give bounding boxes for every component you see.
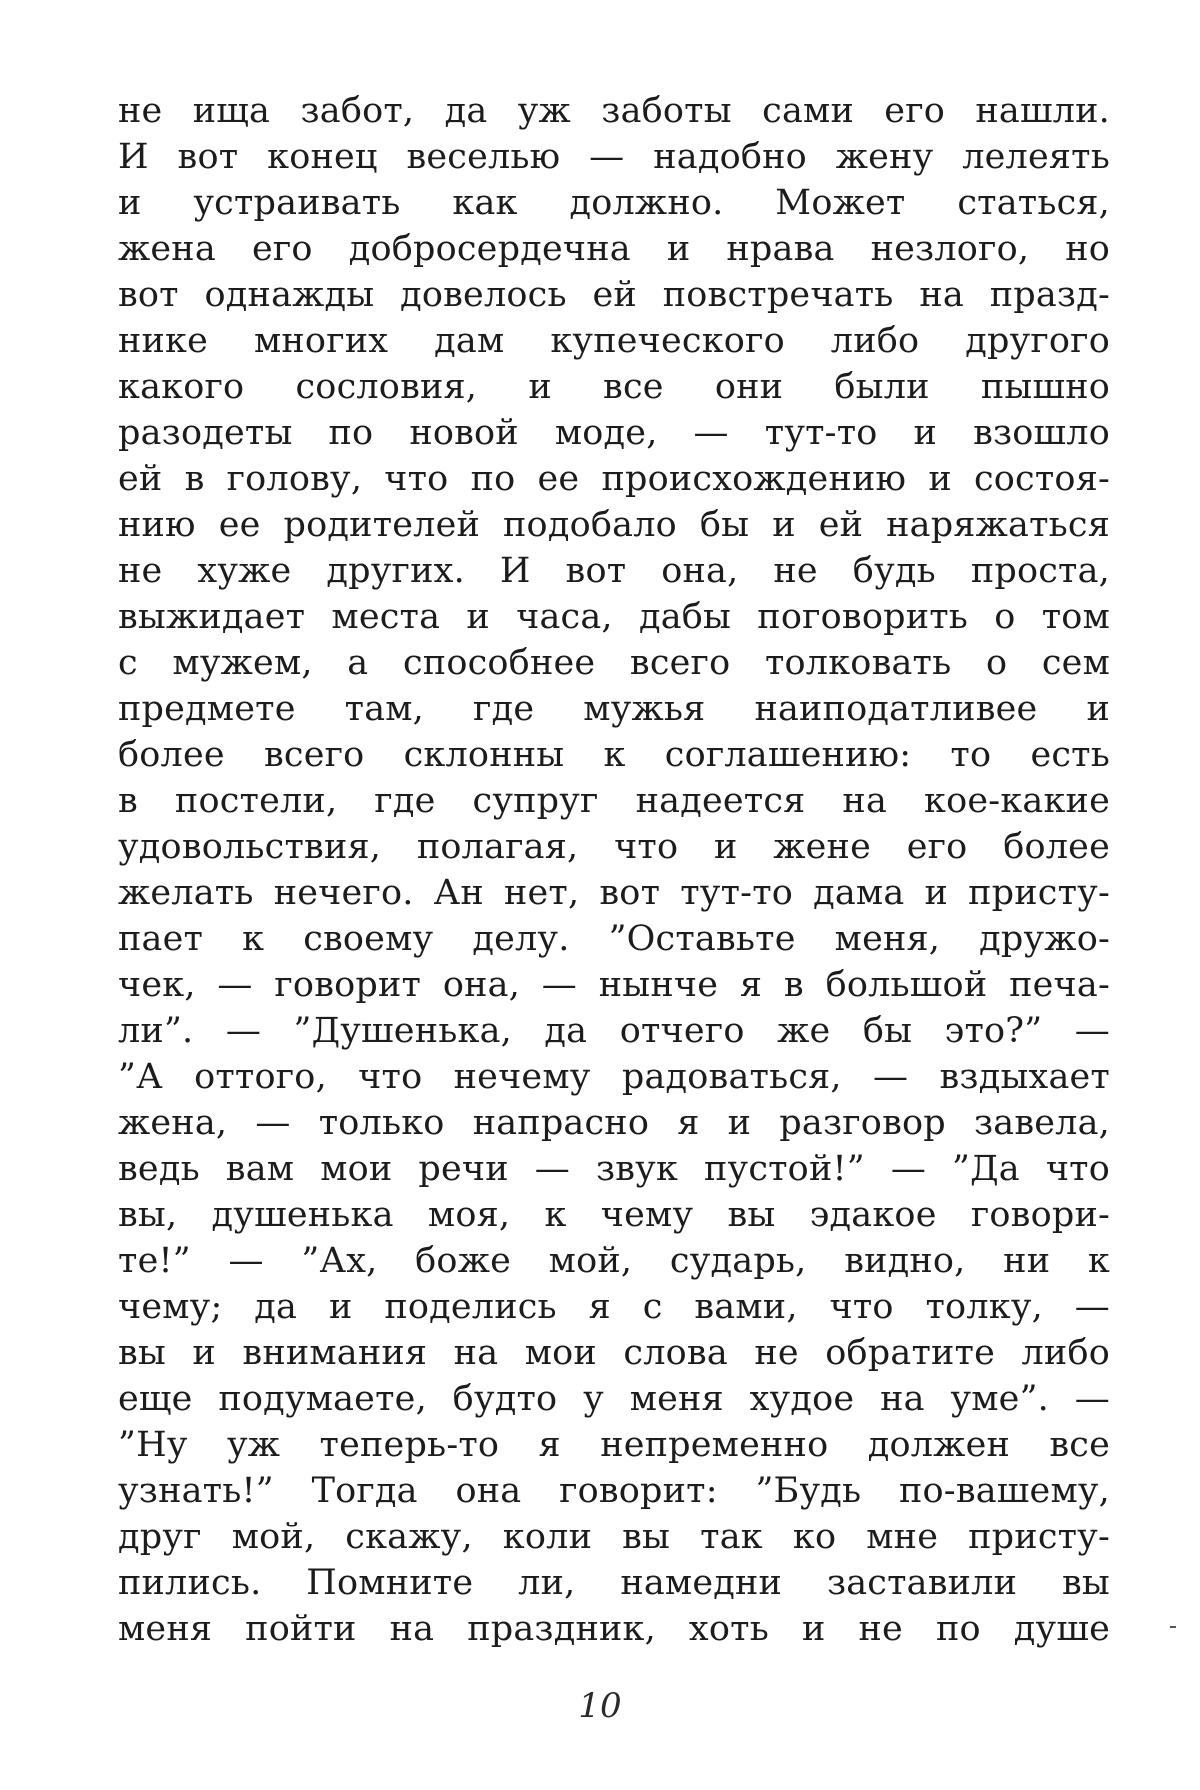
text-line: разодеты по новой моде, — тут-то и взошло bbox=[118, 413, 1110, 453]
text-line: узнать!” Тогда она говорит: ”Будь по-вашему, bbox=[118, 1471, 1110, 1511]
body-text bbox=[118, 88, 1110, 1652]
page-number: 10 bbox=[578, 1686, 622, 1726]
text-line: предмете там, где мужья наиподатливее и bbox=[118, 689, 1110, 729]
text-line: и устраивать как должно. Может статься, bbox=[118, 183, 1110, 223]
text-line: чек, — говорит она, — нынче я в большой печа- bbox=[118, 965, 1110, 1005]
text-line: ”Ну уж теперь-то я непременно должен все bbox=[118, 1425, 1110, 1465]
text-line: жена, — только напрасно я и разговор завела, bbox=[118, 1103, 1110, 1143]
text-line: пились. Помните ли, намедни заставили вы bbox=[118, 1563, 1110, 1603]
text-line: еще подумаете, будто у меня худое на уме”. — bbox=[118, 1379, 1110, 1419]
text-line: в постели, где супруг надеется на кое-какие bbox=[118, 781, 1110, 821]
text-line: ей в голову, что по ее происхождению и состоя- bbox=[118, 459, 1110, 499]
text-line: И вот конец веселью — надобно жену лелеять bbox=[118, 137, 1110, 177]
text-line: меня пойти на праздник, хоть и не по душе bbox=[118, 1609, 1110, 1649]
text-line: выжидает места и часа, дабы поговорить о том bbox=[118, 597, 1110, 637]
text-line: нике многих дам купеческого либо другого bbox=[118, 321, 1110, 361]
text-line: ли”. — ”Душенька, да отчего же бы это?” — bbox=[118, 1011, 1110, 1051]
text-line: друг мой, скажу, коли вы так ко мне присту- bbox=[118, 1517, 1110, 1557]
text-line: с мужем, а способнее всего толковать о сем bbox=[118, 643, 1110, 683]
text-line: ”А оттого, что нечему радоваться, — вздыхает bbox=[118, 1057, 1110, 1097]
text-line: не хуже других. И вот она, не будь проста, bbox=[118, 551, 1110, 591]
text-line: жена его добросердечна и нрава незлого, но bbox=[118, 229, 1110, 269]
text-line: ведь вам мои речи — звук пустой!” — ”Да что bbox=[118, 1149, 1110, 1189]
text-line: вы и внимания на мои слова не обратите либо bbox=[118, 1333, 1110, 1373]
text-line: те!” — ”Ах, боже мой, сударь, видно, ни к bbox=[118, 1241, 1110, 1281]
text-line: какого сословия, и все они были пышно bbox=[118, 367, 1110, 407]
text-line: нию ее родителей подобало бы и ей наряжаться bbox=[118, 505, 1110, 545]
text-line: пает к своему делу. ”Оставьте меня, дружо- bbox=[118, 919, 1110, 959]
text-line: удовольствия, полагая, что и жене его более bbox=[118, 827, 1110, 867]
text-line: вы, душенька моя, к чему вы эдакое говори- bbox=[118, 1195, 1110, 1235]
text-line: более всего склонны к соглашению: то есть bbox=[118, 735, 1110, 775]
text-line: вот однажды довелось ей повстречать на празд- bbox=[118, 275, 1110, 315]
text-line: желать нечего. Ан нет, вот тут-то дама и присту- bbox=[118, 873, 1110, 913]
text-line: чему; да и поделись я с вами, что толку, — bbox=[118, 1287, 1110, 1327]
text-line: не ища забот, да уж заботы сами его нашли. bbox=[118, 91, 1110, 131]
scan-speck bbox=[1170, 1626, 1176, 1628]
